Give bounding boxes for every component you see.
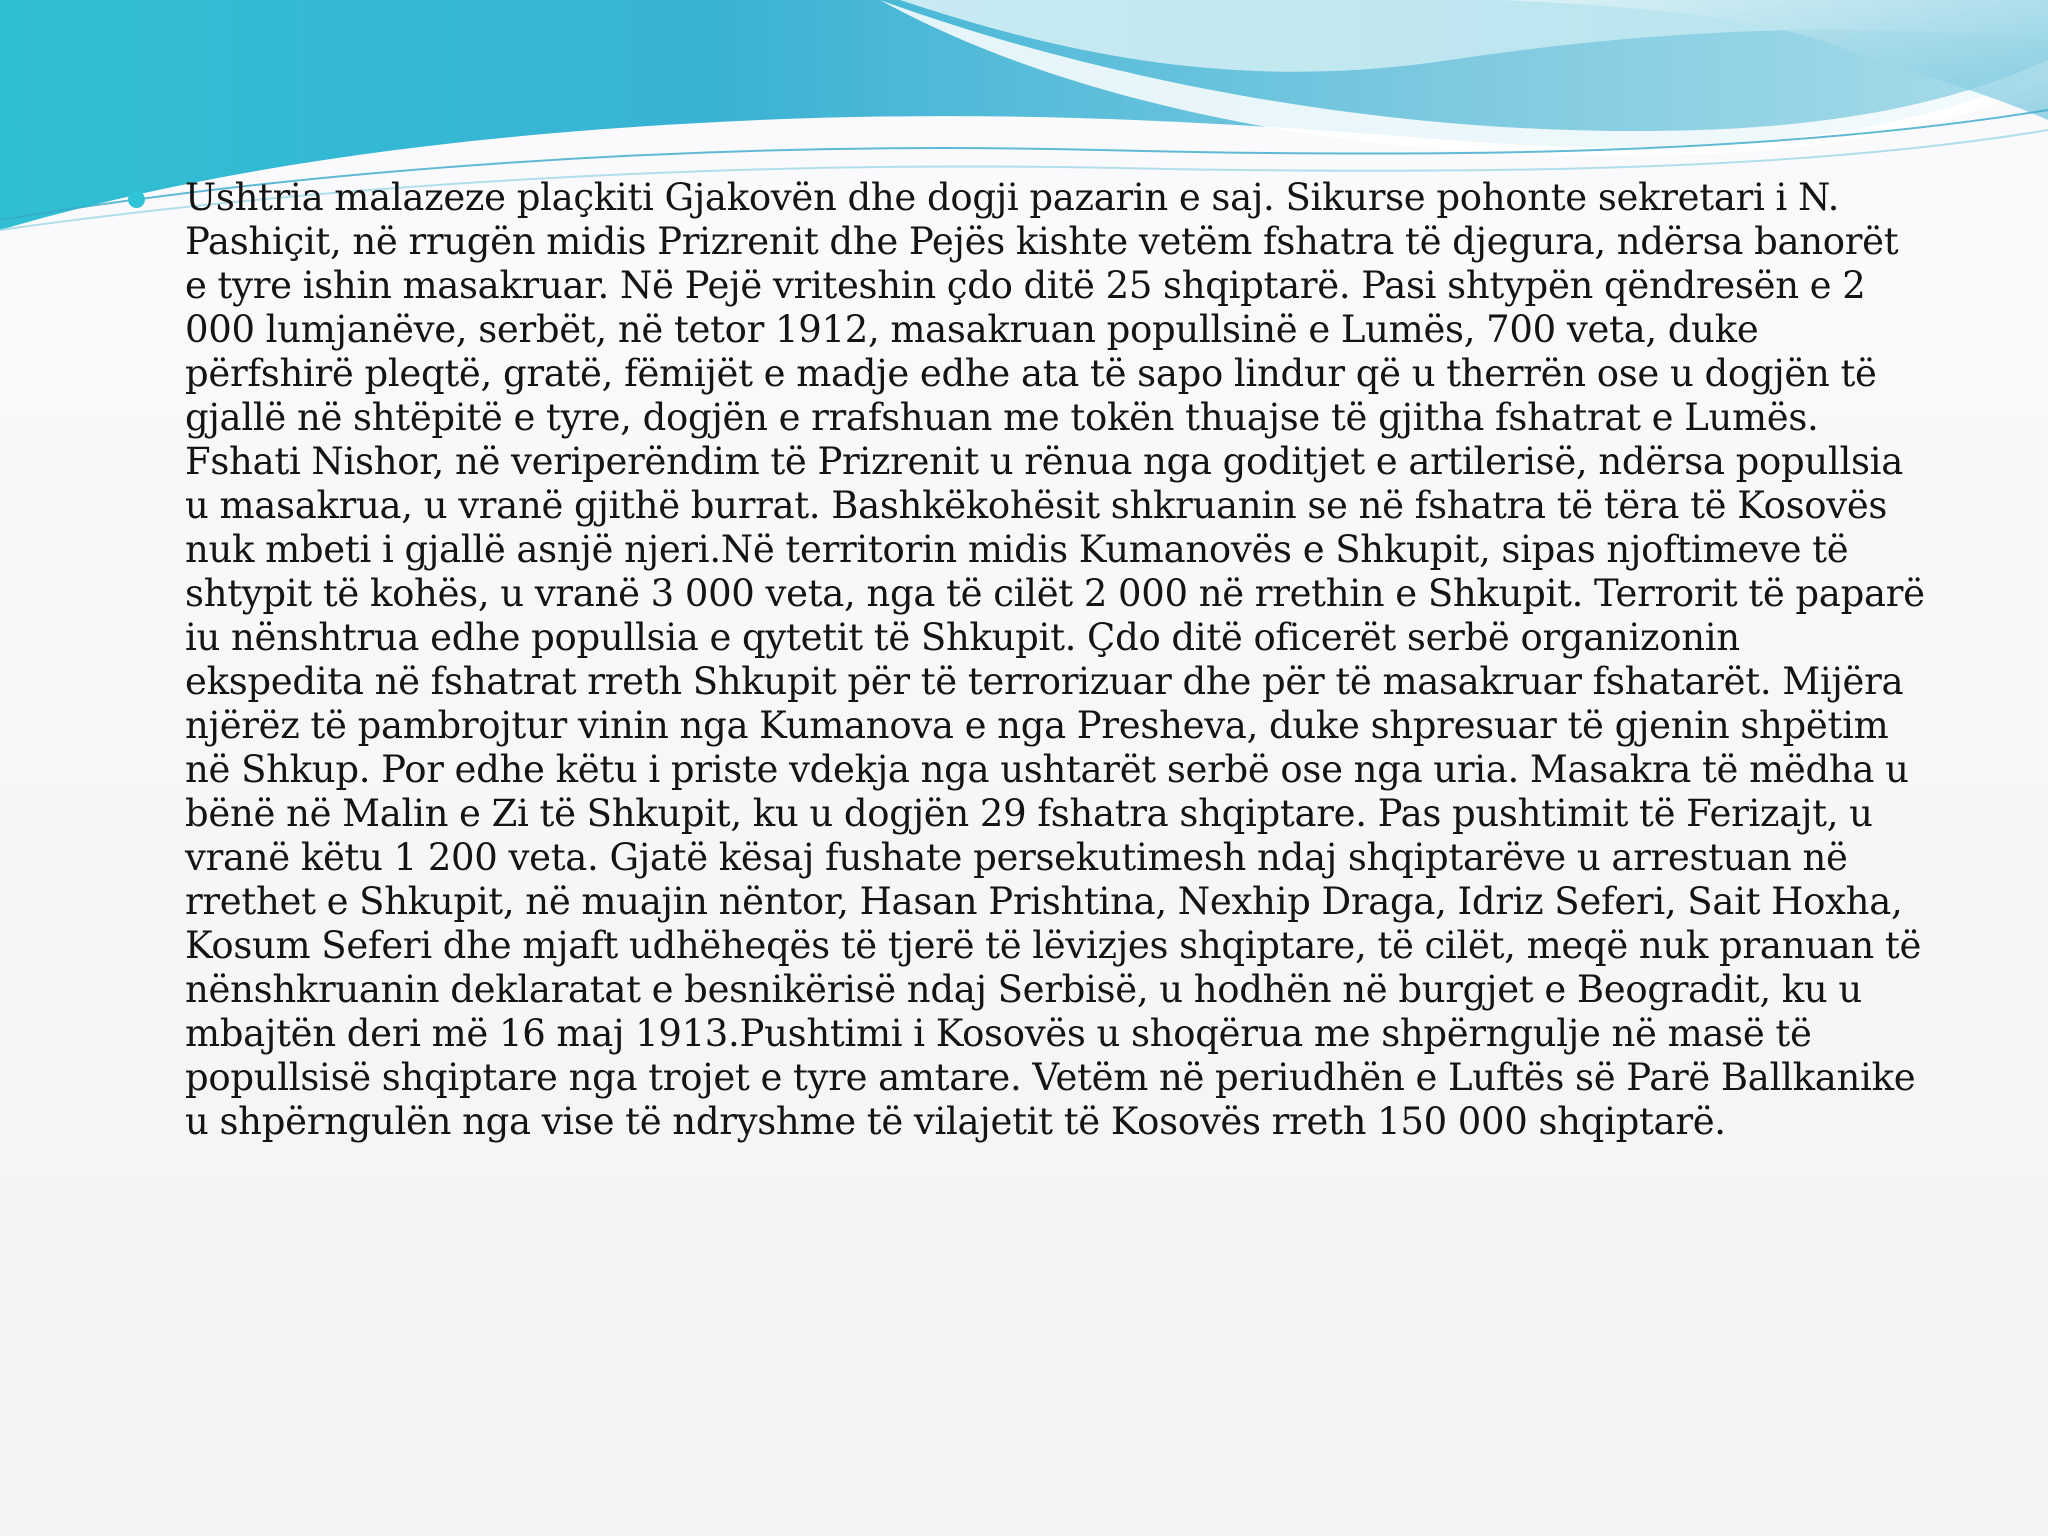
slide-body — [128, 176, 1928, 1144]
bullet-paragraph: Ushtria malazeze plaçkiti Gjakovën dhe dogji pazarin e saj. Sikurse pohonte sekretari i N. Pashiçit, në rrugën midis Prizrenit dhe Pejës kishte vetëm fshatra të djegura, ndërsa banorët e tyre ishin masakruar. Në Pejë vriteshin çdo ditë 25 shqiptarë. Pasi shtypën qëndresën e 2 000 lumjanëve, serbët, në tetor 1912, masakruan popullsinë e Lumës, 700 veta, duke përfshirë pleqtë, gratë, fëmijët e madje edhe ata të sapo lindur që u therrën ose u dogjën të gjallë në shtëpitë e tyre, dogjën e rrafshuan me tokën thuajse të gjitha fshatrat e Lumës. Fshati Nishor, në veriperëndim të Prizrenit u rënua nga goditjet e artilerisë, ndërsa popullsia u masakrua, u vranë gjithë burrat. Bashkëkohësit shkruanin se në fshatra të tëra të Kosovës nuk mbeti i gjallë asnjë njeri.Në territorin midis Kumanovës e Shkupit, sipas njoftimeve të shtypit të kohës, u vranë 3 000 veta, nga të cilët 2 000 në rrethin e Shkupit. Terrorit të paparë iu nënshtrua edhe popullsia e qytetit të Shkupit. Çdo ditë oficerët serbë organizonin ekspedita në fshatrat rreth Shkupit për të terrorizuar dhe për të masakruar fshatarët. Mijëra njërëz të pambrojtur vinin nga Kumanova e nga Presheva, duke shpresuar të gjenin shpëtim në Shkup. Por edhe këtu i priste vdekja nga ushtarët serbë ose nga uria. Masakra të mëdha u bënë në Malin e Zi të Shkupit, ku u dogjën 29 fshatra shqiptare. Pas pushtimit të Ferizajt, u vranë këtu 1 200 veta. Gjatë kësaj fushate persekutimesh ndaj shqiptarëve u arrestuan në rrethet e Shkupit, në muajin nëntor, Hasan Prishtina, Nexhip Draga, Idriz Seferi, Sait Hoxha, Kosum Seferi dhe mjaft udhëheqës të tjerë të lëvizjes shqiptare, të cilët, meqë nuk pranuan të nënshkruanin deklaratat e besnikërisë ndaj Serbisë, u hodhën në burgjet e Beogradit, ku u mbajtën deri më 16 maj 1913.Pushtimi i Kosovës u shoqërua me shpërngulje në masë të popullsisë shqiptare nga trojet e tyre amtare. Vetëm në periudhën e Luftës së Parë Ballkanike u shpërngulën nga vise të ndryshme të vilajetit të Kosovës rreth 150 000 shqiptarë. — [185, 176, 1925, 1143]
bullet-dot-icon — [128, 191, 145, 208]
bullet-item — [128, 176, 1928, 1144]
